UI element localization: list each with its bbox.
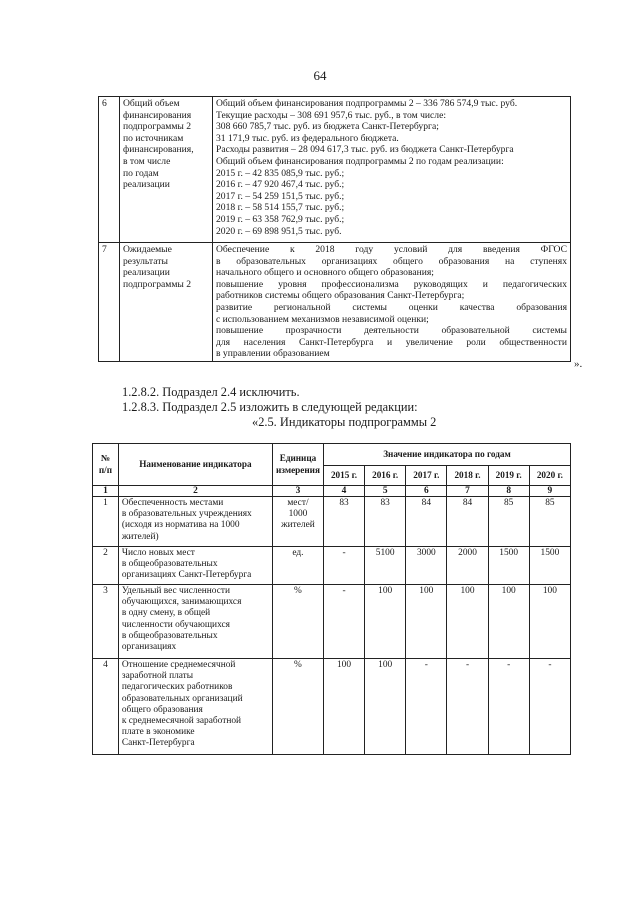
value-cell: 83 xyxy=(365,497,406,547)
table-row xyxy=(93,659,571,755)
value-cell: 83 xyxy=(323,497,364,547)
value-cell: 84 xyxy=(447,497,488,547)
value-cell: 85 xyxy=(488,497,529,547)
col-header-year: 2020 г. xyxy=(529,466,570,486)
content-line: повышение прозрачности деятельности образовательной системы xyxy=(216,325,567,337)
col-header-year: 2018 г. xyxy=(447,466,488,486)
row-number: 2 xyxy=(93,547,119,585)
content-line: Общий объем финансирования подпрограммы 2 по годам реализации: xyxy=(216,155,504,167)
row-number: 3 xyxy=(93,585,119,659)
column-index-row xyxy=(93,486,571,497)
paragraph-1-2-8-3: 1.2.8.3. Подраздел 2.5 изложить в следующей редакции: xyxy=(122,400,418,414)
name-line: к среднемесячной заработной xyxy=(121,716,242,727)
name-line: в одну смену, в общей xyxy=(121,608,211,619)
content-line: работников системы общего образования Санкт-Петербурга; xyxy=(216,290,465,302)
closing-quote: ». xyxy=(574,358,583,370)
label-line: по источникам xyxy=(123,132,184,144)
col-header-year: 2016 г. xyxy=(365,466,406,486)
col-header-unit: Единица измерения xyxy=(272,444,323,486)
name-line: численности обучающихся xyxy=(121,619,230,630)
value-cell: - xyxy=(488,659,529,755)
content-line: в управлении образованием xyxy=(216,348,330,360)
unit-line: % xyxy=(294,586,302,596)
row-label xyxy=(120,97,213,243)
content-line: Обеспечение к 2018 году условий для введения ФГОС xyxy=(216,244,567,255)
value-cell: - xyxy=(323,547,364,585)
name-line: плате в экономике xyxy=(121,727,195,738)
content-line: повышение уровня профессионализма руководящих и педагогических xyxy=(216,278,567,290)
column-index: 7 xyxy=(447,486,488,497)
row-number: 1 xyxy=(93,497,119,547)
value-cell: 85 xyxy=(529,497,570,547)
value-cell: 100 xyxy=(488,585,529,659)
content-line: 2015 г. – 42 835 085,9 тыс. руб.; xyxy=(216,167,345,179)
value-cell: - xyxy=(406,659,447,755)
name-line: в общеобразовательных xyxy=(121,559,218,570)
row-label xyxy=(120,243,213,362)
name-line: Отношение среднемесячной xyxy=(121,660,236,670)
indicator-name xyxy=(118,547,272,585)
content-line: 2018 г. – 58 514 155,7 тыс. руб.; xyxy=(216,202,345,214)
indicator-name xyxy=(118,659,272,755)
label-line: Общий объем xyxy=(123,98,180,109)
content-line: 31 171,9 тыс. руб. из федерального бюджета. xyxy=(216,132,399,144)
row-number: 7 xyxy=(99,243,120,362)
content-line: Текущие расходы – 308 691 957,6 тыс. руб., в том числе: xyxy=(216,109,446,121)
label-line: реализации xyxy=(123,179,170,191)
col-header-year: 2017 г. xyxy=(406,466,447,486)
column-index: 8 xyxy=(488,486,529,497)
paragraph-1-2-8-2: 1.2.8.2. Подраздел 2.4 исключить. xyxy=(122,385,300,399)
content-line: в образовательных организациях общего образования на ступенях xyxy=(216,255,567,267)
table-header-row xyxy=(93,444,571,466)
label-line: по годам xyxy=(123,167,159,179)
indicator-unit xyxy=(272,497,323,547)
indicator-name xyxy=(118,585,272,659)
name-line: организациях Санкт-Петербурга xyxy=(121,570,252,581)
column-index: 6 xyxy=(406,486,447,497)
content-line: Общий объем финансирования подпрограммы 2 – 336 786 574,9 тыс. руб. xyxy=(216,98,518,109)
label-line: финансирования, xyxy=(123,144,194,156)
unit-line: мест/ xyxy=(287,498,309,508)
name-line: Санкт-Петербурга xyxy=(121,738,195,749)
name-line: заработной платы xyxy=(121,671,194,682)
col-header-values-group: Значение индикатора по годам xyxy=(323,444,570,466)
column-index: 4 xyxy=(323,486,364,497)
content-line: 2017 г. – 54 259 151,5 тыс. руб.; xyxy=(216,190,345,202)
indicator-unit xyxy=(272,659,323,755)
table-row xyxy=(99,97,571,243)
column-index: 5 xyxy=(365,486,406,497)
label-line: Ожидаемые xyxy=(123,244,172,255)
value-cell: 100 xyxy=(447,585,488,659)
col-header-num: № п/п xyxy=(93,444,119,486)
indicators-table xyxy=(92,443,571,755)
value-cell: 100 xyxy=(365,585,406,659)
column-index: 2 xyxy=(118,486,272,497)
financing-content xyxy=(213,97,571,243)
name-line: Число новых мест xyxy=(121,548,195,558)
name-line: (исходя из норматива на 1000 xyxy=(121,520,240,531)
table-row xyxy=(93,547,571,585)
name-line: в общеобразовательных xyxy=(121,630,218,641)
unit-line: 1000 xyxy=(288,509,308,520)
value-cell: 100 xyxy=(529,585,570,659)
name-line: жителей) xyxy=(121,531,159,542)
label-line: подпрограммы 2 xyxy=(123,121,192,133)
value-cell: - xyxy=(323,585,364,659)
unit-line: ед. xyxy=(292,548,304,558)
content-line: 2016 г. – 47 920 467,4 тыс. руб.; xyxy=(216,179,345,191)
content-line: 2020 г. – 69 898 951,5 тыс. руб. xyxy=(216,225,342,237)
value-cell: - xyxy=(447,659,488,755)
name-line: общего образования xyxy=(121,704,203,715)
value-cell: 5100 xyxy=(365,547,406,585)
col-header-year: 2015 г. xyxy=(323,466,364,486)
name-line: Обеспеченность местами xyxy=(121,498,224,508)
value-cell: 3000 xyxy=(406,547,447,585)
content-line: для населения Санкт-Петербурга и увеличение роли общественности xyxy=(216,336,567,348)
column-index: 1 xyxy=(93,486,119,497)
name-line: образовательных организаций xyxy=(121,693,243,704)
name-line: Удельный вес численности xyxy=(121,586,230,596)
content-line: развитие региональной системы оценки качества образования xyxy=(216,301,567,313)
indicator-unit xyxy=(272,585,323,659)
content-line: с использованием механизмов независимой оценки; xyxy=(216,313,429,325)
name-line: в образовательных учреждениях xyxy=(121,509,252,520)
content-line: 308 660 785,7 тыс. руб. из бюджета Санкт-Петербурга; xyxy=(216,121,439,133)
value-cell: 100 xyxy=(365,659,406,755)
content-line: Расходы развития – 28 094 617,3 тыс. руб. из бюджета Санкт-Петербурга xyxy=(216,144,514,156)
value-cell: 2000 xyxy=(447,547,488,585)
unit-line: % xyxy=(294,660,302,670)
name-line: обучающихся, занимающихся xyxy=(121,597,242,608)
column-index: 3 xyxy=(272,486,323,497)
label-line: подпрограммы 2 xyxy=(123,278,192,290)
table-row xyxy=(93,497,571,547)
indicator-unit xyxy=(272,547,323,585)
expected-results-content xyxy=(213,243,571,362)
col-header-year: 2019 г. xyxy=(488,466,529,486)
row-number: 6 xyxy=(99,97,120,243)
subprogram-passport-table xyxy=(98,96,571,362)
name-line: педагогических работников xyxy=(121,682,233,693)
value-cell: 1500 xyxy=(488,547,529,585)
table-row xyxy=(99,243,571,362)
value-cell: 84 xyxy=(406,497,447,547)
label-line: результаты xyxy=(123,255,168,267)
page-number: 64 xyxy=(313,68,327,83)
unit-line: жителей xyxy=(281,520,315,531)
label-line: реализации xyxy=(123,267,170,279)
name-line: организациях xyxy=(121,642,177,653)
value-cell: 100 xyxy=(323,659,364,755)
indicator-name xyxy=(118,497,272,547)
table-row xyxy=(93,585,571,659)
value-cell: 100 xyxy=(406,585,447,659)
row-number: 4 xyxy=(93,659,119,755)
content-line: 2019 г. – 63 358 762,9 тыс. руб.; xyxy=(216,213,345,225)
column-index: 9 xyxy=(529,486,570,497)
content-line: начального общего и основного общего образования; xyxy=(216,267,434,279)
label-line: в том числе xyxy=(123,155,171,167)
value-cell: - xyxy=(529,659,570,755)
value-cell: 1500 xyxy=(529,547,570,585)
col-header-name: Наименование индикатора xyxy=(118,444,272,486)
label-line: финансирования xyxy=(123,109,192,121)
section-heading: «2.5. Индикаторы подпрограммы 2 xyxy=(252,415,437,429)
